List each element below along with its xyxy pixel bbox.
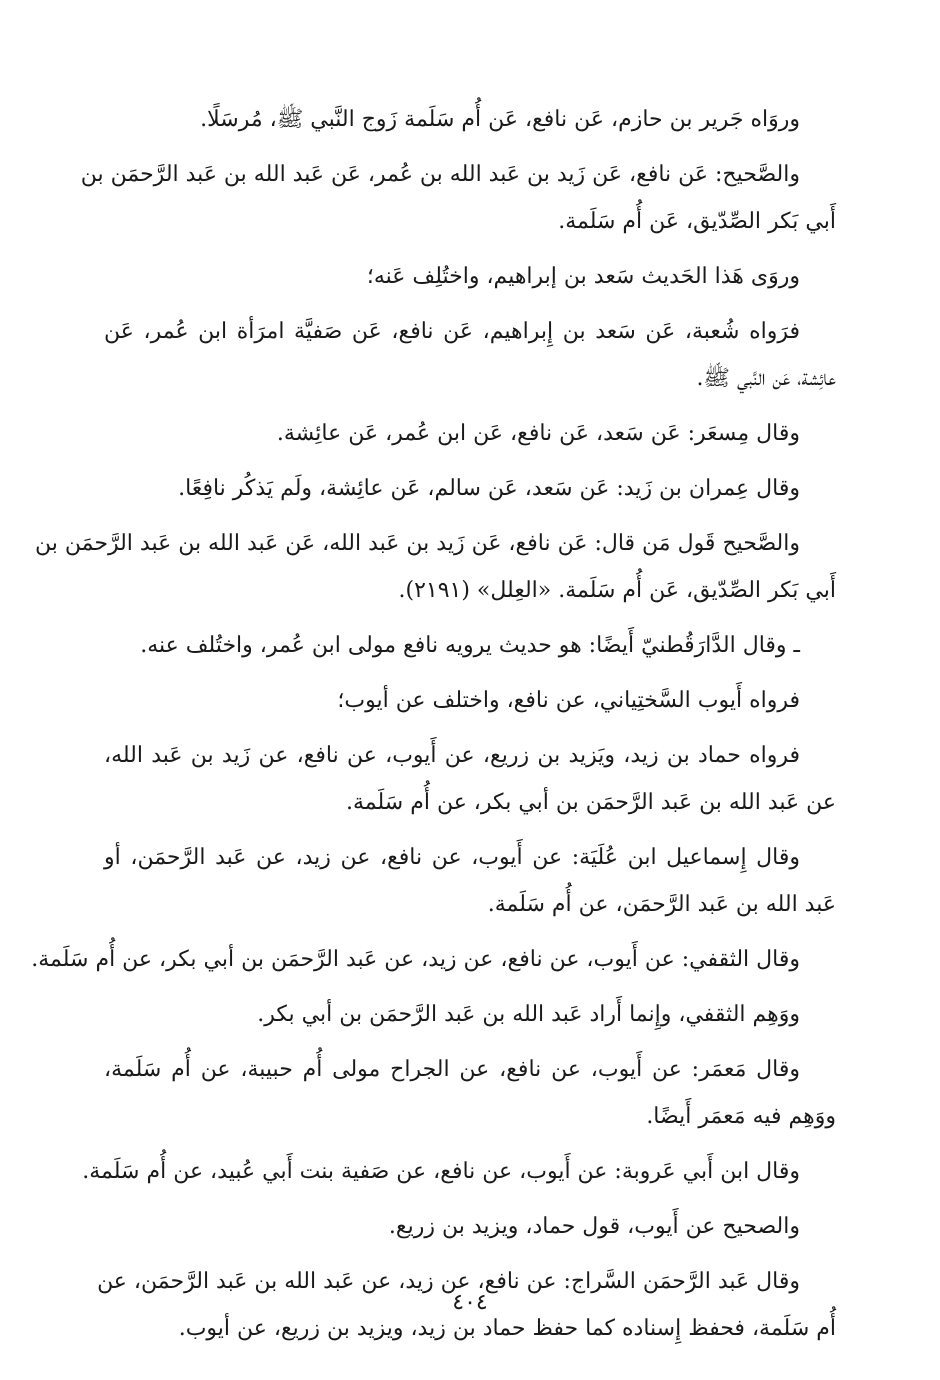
- text-line: عَبد الله بن عَبد الرَّحمَن، عن أُم سَلَمة.: [487, 892, 836, 917]
- text-line: وقال مِسعَر: عَن سَعد، عَن نافع، عَن ابن عُمر، عَن عائِشة.: [276, 421, 800, 446]
- text-line: ووَهِم الثقفي، وإِنما أَراد عَبد الله بن عَبد الرَّحمَن بن أبي بكر.: [257, 1002, 800, 1027]
- text-line: فرواه أَيوب السَّختِياني، عن نافع، واختلف عن أيوب؛: [337, 688, 800, 713]
- text-line: فرواه حماد بن زيد، ويَزيد بن زريع، عن أَيوب، عن نافع، عن زَيد بن عَبد الله،: [104, 743, 800, 768]
- text-line: وقال الثقفي: عن أَيوب، عن نافع، عن زيد، عن عَبد الرَّحمَن بن أبي بكر، عن أُم سَلَمة.: [31, 947, 800, 972]
- text-line: وقال إِسماعيل ابن عُلَيَة: عن أَيوب، عن نافع، عن زيد، عن عَبد الرَّحمَن، أو: [104, 845, 800, 870]
- text-line: عن عَبد الله بن عَبد الرَّحمَن بن أبي بكر، عن أُم سَلَمة.: [346, 790, 836, 815]
- paragraph: [104, 465, 836, 512]
- paragraph: [104, 991, 836, 1038]
- text-line: وقال مَعمَر: عن أَيوب، عن نافع، عن الجراح مولى أُم حبيبة، عن أُم سَلَمة،: [104, 1057, 800, 1082]
- paragraph: [104, 253, 836, 300]
- page-number: ٤٠٤: [452, 1290, 488, 1315]
- text-line: وقال عِمران بن زَيد: عَن سَعد، عَن سالم، عَن عائِشة، ولَم يَذكُر نافِعًا.: [178, 476, 800, 501]
- text-line: وقال عَبد الرَّحمَن السَّراج: عن نافع، عن زيد، عن عَبد الله بن عَبد الرَّحمَن، عن: [97, 1269, 800, 1294]
- paragraph: [104, 308, 836, 402]
- text-line: وقال ابن أَبي عَروبة: عن أَيوب، عن نافع، عن صَفية بنت أَبي عُبيد، عن أُم سَلَمة.: [82, 1159, 800, 1184]
- text-line: وروَى هَذا الحَديث سَعد بن إبراهيم، واختُلِف عَنه؛: [366, 264, 800, 289]
- text-line: والصحيح عن أَيوب، قول حماد، ويزيد بن زريع.: [388, 1214, 800, 1239]
- paragraph: [80, 151, 836, 245]
- text-line: ووَهِم فيه مَعمَر أَيضًا.: [646, 1104, 836, 1129]
- paragraph: [104, 1203, 836, 1250]
- paragraph: [35, 520, 836, 614]
- text-line: والصَّحيح: عَن نافع، عَن زَيد بن عَبد الله بن عُمر، عَن عَبد الله بن عَبد الرَّحمَن بن: [80, 162, 800, 187]
- paragraph: [104, 677, 836, 724]
- page-text: [31, 96, 836, 1360]
- text-line: أُم سَلَمة، فحفظ إِسناده كما حفظ حماد بن زيد، ويزيد بن زريع، عن أيوب.: [178, 1316, 836, 1341]
- text-line: عائِشة، عَن النَّبي ﷺ.: [696, 366, 836, 391]
- paragraph: [104, 410, 836, 457]
- paragraph: [31, 936, 836, 983]
- text-line: أَبي بَكر الصِّدّيق، عَن أُم سَلَمة. «العِلل» (٢١٩١).: [398, 578, 836, 603]
- text-line: فرَواه شُعبة، عَن سَعد بن إِبراهيم، عَن نافع، عَن صَفيَّة امرَأة ابن عُمر، عَن: [104, 319, 800, 344]
- paragraph: [104, 834, 836, 928]
- text-line: أَبي بَكر الصِّدّيق، عَن أُم سَلَمة.: [558, 209, 836, 234]
- paragraph: [104, 622, 836, 669]
- paragraph: [104, 1046, 836, 1140]
- text-line: والصَّحيح قَول مَن قال: عَن نافع، عَن زَيد بن عَبد الله، عَن عَبد الله بن عَبد الرَّحمَن بن: [35, 531, 800, 556]
- paragraph: [82, 1148, 836, 1195]
- paragraph: [104, 96, 836, 143]
- paragraph: [104, 732, 836, 826]
- text-line: ـ وقال الدَّارَقُطنيّ أَيضًا: هو حديث يرويه نافع مولى ابن عُمر، واختُلف عنه.: [140, 633, 800, 658]
- text-line: وروَاه جَرير بن حازم، عَن نافع، عَن أُم سَلَمة زَوج النَّبي ﷺ، مُرسَلًا.: [200, 107, 800, 132]
